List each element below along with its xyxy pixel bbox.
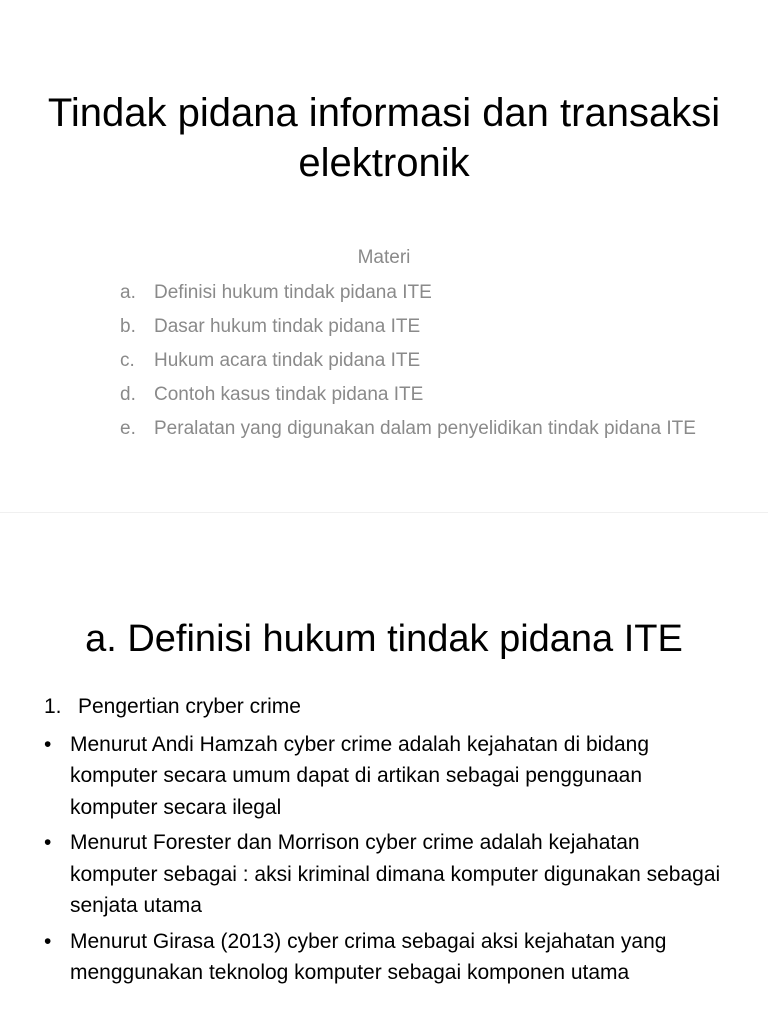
numbered-item [44, 691, 724, 723]
list-item [44, 827, 724, 922]
list-marker: d. [120, 384, 136, 405]
list-marker: c. [120, 350, 135, 371]
slide-2-title: a. Definisi hukum tindak pidana ITE [85, 618, 683, 660]
list-item-text: Contoh kasus tindak pidana ITE [154, 384, 424, 405]
definition-list [44, 729, 724, 989]
list-item [44, 729, 724, 824]
list-item [120, 380, 700, 409]
slide-2 [0, 512, 768, 1024]
slide-1-title: Tindak pidana informasi dan transaksi elektronik [47, 91, 721, 185]
list-item-text: Dasar hukum tindak pidana ITE [154, 316, 421, 337]
slide-1-subtitle: Materi [357, 247, 411, 268]
list-item [120, 414, 700, 443]
list-item [120, 278, 700, 307]
list-marker: e. [120, 418, 136, 439]
numbered-item-text: Pengertian cryber crime [78, 695, 301, 718]
numbered-marker: 1. [44, 695, 62, 718]
list-item-text: Definisi hukum tindak pidana ITE [154, 282, 432, 303]
bullet-marker: • [44, 831, 52, 854]
list-item-text: Menurut Forester dan Morrison cyber crime adalah kejahatan komputer sebagai : aksi kriminal dimana komputer digunakan sebagai senjata utama [70, 831, 721, 917]
list-marker: b. [120, 316, 136, 337]
list-item-text: Hukum acara tindak pidana ITE [154, 350, 421, 371]
materi-list [120, 278, 700, 448]
list-item [120, 346, 700, 375]
bullet-marker: • [44, 929, 52, 953]
list-item-text: Menurut Andi Hamzah cyber crime adalah kejahatan di bidang komputer secara umum dapat di artikan sebagai penggunaan komputer secara ilegal [70, 732, 650, 819]
list-item [120, 312, 700, 341]
list-item [44, 926, 724, 989]
slide-2-body [44, 691, 724, 993]
list-item-text: Peralatan yang digunakan dalam penyelidikan tindak pidana ITE [154, 418, 696, 439]
list-item-text: Menurut Girasa (2013) cyber crima sebagai aksi kejahatan yang menggunakan teknolog komputer sebagai komponen utama [70, 929, 667, 984]
bullet-marker: • [44, 732, 52, 756]
list-marker: a. [120, 282, 136, 303]
